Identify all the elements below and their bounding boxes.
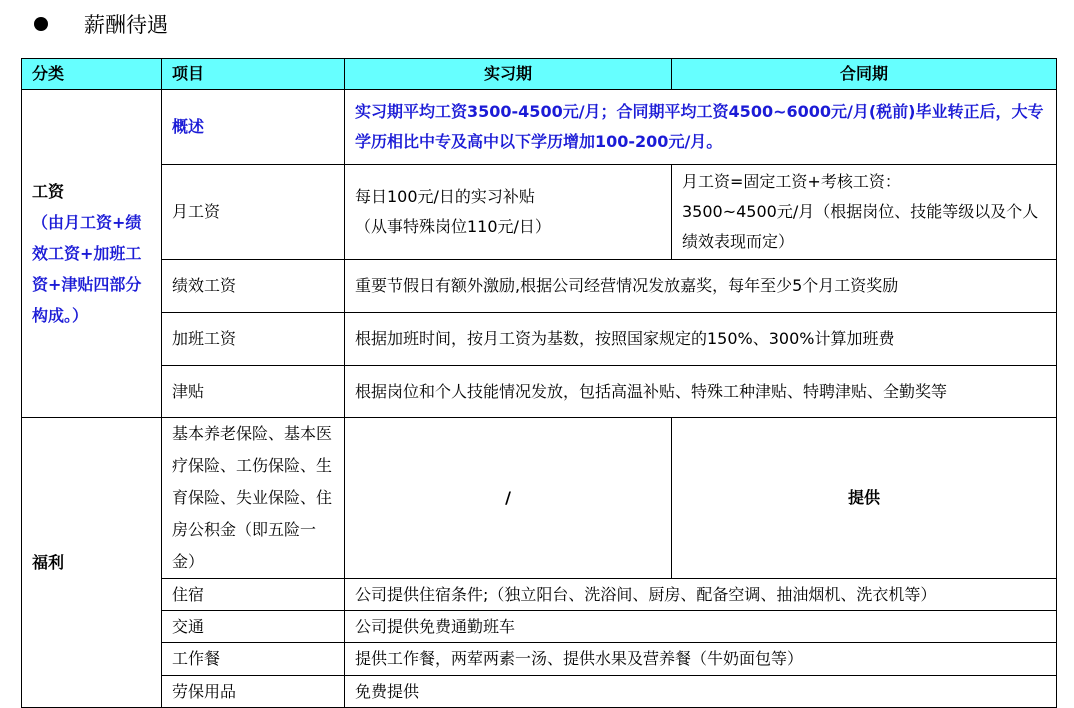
monthly-label: 月工资 (162, 165, 345, 260)
insurance-intern: / (345, 418, 672, 579)
table-row (22, 366, 1057, 418)
bullet-icon (34, 17, 48, 31)
housing-label: 住宿 (162, 579, 345, 611)
salary-category-cell (22, 90, 162, 418)
section-heading (34, 8, 168, 40)
ppe-label: 劳保用品 (162, 676, 345, 708)
performance-text: 重要节假日有额外激励,根据公司经营情况发放嘉奖，每年至少5个月工资奖励 (345, 260, 1057, 313)
header-intern: 实习期 (345, 59, 672, 90)
header-item: 项目 (162, 59, 345, 90)
allowance-text: 根据岗位和个人技能情况发放，包括高温补贴、特殊工种津贴、特聘津贴、全勤奖等 (345, 366, 1057, 418)
table-row (22, 313, 1057, 366)
table-row (22, 165, 1057, 260)
performance-label: 绩效工资 (162, 260, 345, 313)
table-row (22, 260, 1057, 313)
overview-label: 概述 (162, 90, 345, 165)
table-row (22, 676, 1057, 708)
monthly-intern-line1: 每日100元/日的实习补贴 (355, 187, 535, 206)
housing-text: 公司提供住宿条件;（独立阳台、洗浴间、厨房、配备空调、抽油烟机、洗衣机等） (345, 579, 1057, 611)
salary-category-label: 工资 (32, 182, 65, 201)
allowance-label: 津贴 (162, 366, 345, 418)
transport-label: 交通 (162, 611, 345, 643)
table-row (22, 418, 1057, 579)
header-row (22, 59, 1057, 90)
overtime-text: 根据加班时间，按月工资为基数，按照国家规定的150%、300%计算加班费 (345, 313, 1057, 366)
meal-label: 工作餐 (162, 643, 345, 676)
monthly-intern-cell (345, 165, 672, 260)
monthly-contract-line1: 月工资=固定工资+考核工资： (682, 172, 901, 191)
monthly-contract-line2: 3500~4500元/月（根据岗位、技能等级以及个人绩效表现而定） (682, 202, 1039, 251)
overtime-label: 加班工资 (162, 313, 345, 366)
welfare-category-label: 福利 (22, 418, 162, 708)
transport-text: 公司提供免费通勤班车 (345, 611, 1057, 643)
monthly-contract-cell (672, 165, 1057, 260)
monthly-intern-line2: （从事特殊岗位110元/日） (355, 217, 551, 236)
table-row (22, 611, 1057, 643)
salary-category-note: （由月工资+绩效工资+加班工资+津贴四部分构成。） (32, 213, 142, 325)
ppe-text: 免费提供 (345, 676, 1057, 708)
insurance-contract: 提供 (672, 418, 1057, 579)
meal-text: 提供工作餐，两荤两素一汤、提供水果及营养餐（牛奶面包等） (345, 643, 1057, 676)
compensation-table (21, 58, 1057, 708)
table-row (22, 643, 1057, 676)
header-category: 分类 (22, 59, 162, 90)
insurance-label: 基本养老保险、基本医疗保险、工伤保险、生育保险、失业保险、住房公积金（即五险一金） (162, 418, 345, 579)
overview-text: 实习期平均工资3500-4500元/月；合同期平均工资4500~6000元/月(税前)毕业转正后，大专学历相比中专及高中以下学历增加100-200元/月。 (345, 90, 1057, 165)
table-row (22, 579, 1057, 611)
table-row (22, 90, 1057, 165)
header-contract: 合同期 (672, 59, 1057, 90)
section-title: 薪酬待遇 (84, 13, 168, 37)
